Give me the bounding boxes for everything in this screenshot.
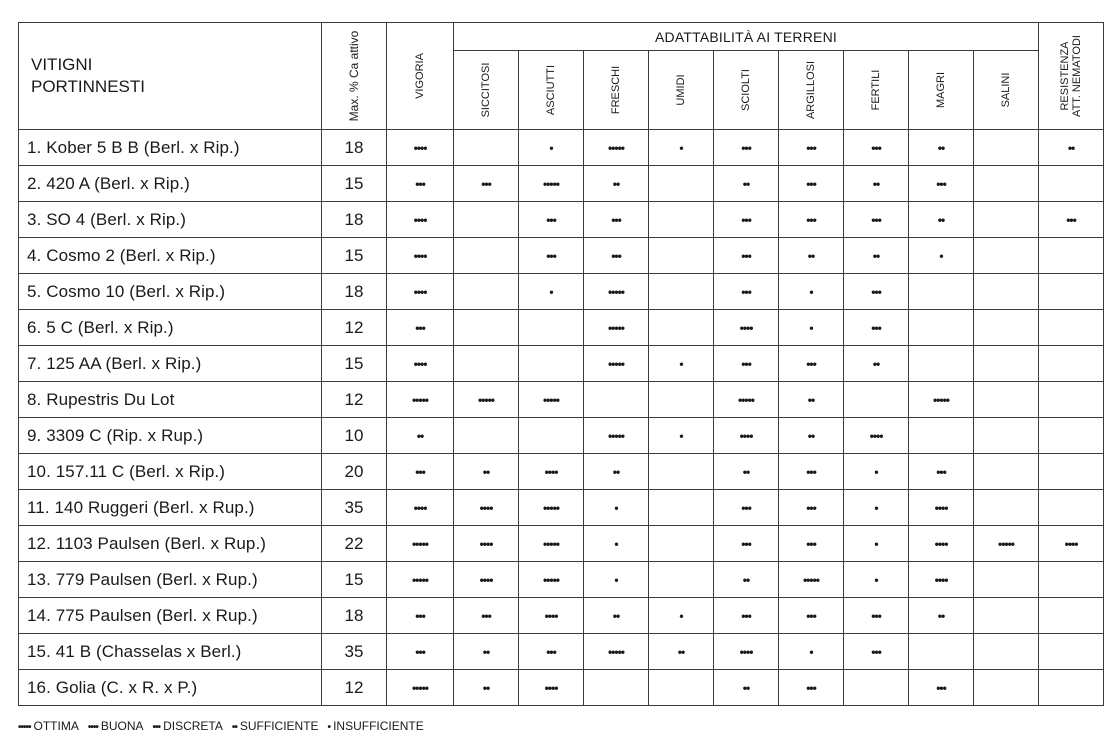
soil-rating-salini: [974, 634, 1039, 670]
max-ca-value: 18: [322, 274, 387, 310]
nematode-resistance-rating: [1039, 418, 1104, 454]
table-row: [19, 634, 1104, 670]
soil-rating-asciutti: ••••: [519, 670, 584, 706]
soil-rating-argillosi: •••: [779, 454, 844, 490]
vigoria-rating: •••: [387, 454, 454, 490]
vigoria-rating: ••••: [387, 202, 454, 238]
soil-rating-fertili: •: [844, 454, 909, 490]
soil-rating-salini: [974, 238, 1039, 274]
rootstock-name: 11. 140 Ruggeri (Berl. x Rup.): [19, 490, 322, 526]
vigoria-rating: •••: [387, 634, 454, 670]
legend-item: [328, 719, 424, 733]
header-soil-magri: MAGRI: [909, 51, 974, 130]
table-row: [19, 382, 1104, 418]
max-ca-value: 15: [322, 562, 387, 598]
legend-dots: •••: [152, 722, 161, 733]
soil-rating-umidi: [649, 166, 714, 202]
soil-rating-fertili: ••: [844, 238, 909, 274]
soil-rating-magri: •: [909, 238, 974, 274]
soil-rating-fertili: •••: [844, 310, 909, 346]
rootstock-name: 3. SO 4 (Berl. x Rip.): [19, 202, 322, 238]
soil-rating-freschi: •••: [584, 202, 649, 238]
soil-rating-argillosi: •••: [779, 670, 844, 706]
table-row: [19, 202, 1104, 238]
table-row: [19, 670, 1104, 706]
soil-rating-umidi: [649, 670, 714, 706]
soil-rating-argillosi: •••: [779, 166, 844, 202]
vigoria-rating: ••••: [387, 238, 454, 274]
soil-rating-fertili: •••: [844, 598, 909, 634]
soil-rating-salini: [974, 490, 1039, 526]
soil-rating-salini: [974, 130, 1039, 166]
soil-rating-magri: •••••: [909, 382, 974, 418]
soil-rating-freschi: •: [584, 562, 649, 598]
soil-rating-magri: •••: [909, 670, 974, 706]
soil-rating-sciolti: ••: [714, 166, 779, 202]
soil-rating-asciutti: [519, 418, 584, 454]
header-resistenza-line1: RESISTENZA: [1059, 41, 1072, 111]
soil-rating-freschi: •••: [584, 238, 649, 274]
soil-rating-umidi: •: [649, 130, 714, 166]
soil-rating-fertili: [844, 670, 909, 706]
rootstock-name: 13. 779 Paulsen (Berl. x Rup.): [19, 562, 322, 598]
soil-rating-freschi: ••: [584, 454, 649, 490]
vigoria-rating: ••••: [387, 346, 454, 382]
soil-rating-freschi: •: [584, 490, 649, 526]
soil-rating-asciutti: •••: [519, 202, 584, 238]
rootstock-name: 7. 125 AA (Berl. x Rip.): [19, 346, 322, 382]
max-ca-value: 15: [322, 238, 387, 274]
soil-rating-argillosi: •••: [779, 490, 844, 526]
max-ca-value: 35: [322, 634, 387, 670]
soil-rating-sciolti: •••••: [714, 382, 779, 418]
soil-rating-asciutti: ••••: [519, 454, 584, 490]
soil-rating-umidi: ••: [649, 634, 714, 670]
header-adattabilita: ADATTABILITÀ AI TERRENI: [454, 23, 1039, 51]
soil-rating-asciutti: •: [519, 274, 584, 310]
soil-rating-salini: [974, 310, 1039, 346]
soil-rating-argillosi: •••: [779, 598, 844, 634]
soil-rating-argillosi: •••••: [779, 562, 844, 598]
soil-rating-freschi: •••••: [584, 310, 649, 346]
header-vitigni: VITIGNI: [31, 55, 93, 74]
nematode-resistance-rating: ••••: [1039, 526, 1104, 562]
legend-dots: •: [327, 722, 331, 733]
soil-rating-asciutti: •••••: [519, 490, 584, 526]
soil-rating-argillosi: •: [779, 274, 844, 310]
soil-rating-asciutti: •: [519, 130, 584, 166]
soil-rating-argillosi: •••: [779, 526, 844, 562]
soil-rating-salini: [974, 598, 1039, 634]
soil-rating-fertili: ••: [844, 346, 909, 382]
soil-rating-asciutti: •••••: [519, 382, 584, 418]
soil-rating-siccitosi: ••: [454, 670, 519, 706]
table-row: [19, 166, 1104, 202]
soil-rating-salini: [974, 346, 1039, 382]
soil-rating-salini: [974, 418, 1039, 454]
soil-rating-salini: •••••: [974, 526, 1039, 562]
soil-rating-fertili: •••: [844, 634, 909, 670]
table-row: [19, 562, 1104, 598]
soil-rating-sciolti: ••••: [714, 634, 779, 670]
soil-rating-magri: ••: [909, 598, 974, 634]
nematode-resistance-rating: [1039, 346, 1104, 382]
vigoria-rating: •••••: [387, 562, 454, 598]
soil-rating-asciutti: [519, 310, 584, 346]
soil-rating-sciolti: •••: [714, 490, 779, 526]
vigoria-rating: •••••: [387, 382, 454, 418]
soil-rating-magri: ••••: [909, 562, 974, 598]
soil-rating-magri: [909, 310, 974, 346]
soil-rating-siccitosi: [454, 310, 519, 346]
nematode-resistance-rating: [1039, 490, 1104, 526]
soil-rating-siccitosi: ••••: [454, 526, 519, 562]
soil-rating-magri: ••••: [909, 490, 974, 526]
soil-rating-freschi: •: [584, 526, 649, 562]
max-ca-value: 18: [322, 202, 387, 238]
vigoria-rating: •••: [387, 310, 454, 346]
soil-rating-sciolti: ••: [714, 670, 779, 706]
soil-rating-argillosi: ••: [779, 238, 844, 274]
soil-rating-fertili: •: [844, 562, 909, 598]
nematode-resistance-rating: [1039, 382, 1104, 418]
soil-rating-freschi: •••••: [584, 130, 649, 166]
soil-rating-sciolti: •••: [714, 526, 779, 562]
vigoria-rating: ••: [387, 418, 454, 454]
soil-rating-umidi: [649, 238, 714, 274]
soil-rating-siccitosi: [454, 202, 519, 238]
soil-rating-magri: ••••: [909, 526, 974, 562]
soil-rating-argillosi: •••: [779, 346, 844, 382]
nematode-resistance-rating: [1039, 634, 1104, 670]
soil-rating-fertili: •••: [844, 202, 909, 238]
header-resistenza: [1039, 23, 1104, 130]
soil-rating-sciolti: ••: [714, 562, 779, 598]
table-row: [19, 346, 1104, 382]
soil-rating-sciolti: ••: [714, 454, 779, 490]
soil-rating-asciutti: [519, 346, 584, 382]
soil-rating-salini: [974, 202, 1039, 238]
soil-rating-siccitosi: ••••: [454, 562, 519, 598]
soil-rating-fertili: ••••: [844, 418, 909, 454]
header-soil-fertili: FERTILI: [844, 51, 909, 130]
legend-label: SUFFICIENTE: [239, 719, 319, 733]
nematode-resistance-rating: [1039, 670, 1104, 706]
soil-rating-fertili: ••: [844, 166, 909, 202]
table-row: [19, 454, 1104, 490]
soil-rating-argillosi: •: [779, 634, 844, 670]
table-row: [19, 490, 1104, 526]
header-portinnesti: PORTINNESTI: [31, 77, 145, 96]
soil-rating-freschi: ••: [584, 598, 649, 634]
legend-dots: ••••: [87, 722, 98, 733]
legend-dots: ••: [231, 722, 237, 733]
soil-rating-siccitosi: •••: [454, 598, 519, 634]
vigoria-rating: •••••: [387, 670, 454, 706]
soil-rating-sciolti: •••: [714, 130, 779, 166]
nematode-resistance-rating: [1039, 562, 1104, 598]
table-header: [19, 23, 1104, 130]
header-vitigni-portinnesti: [19, 23, 322, 130]
soil-rating-umidi: [649, 202, 714, 238]
soil-rating-sciolti: ••••: [714, 310, 779, 346]
nematode-resistance-rating: [1039, 454, 1104, 490]
rootstock-name: 12. 1103 Paulsen (Berl. x Rup.): [19, 526, 322, 562]
table-body: [19, 130, 1104, 706]
soil-rating-siccitosi: ••: [454, 454, 519, 490]
rootstock-table: [18, 22, 1104, 706]
soil-rating-fertili: •••: [844, 130, 909, 166]
rootstock-name: 15. 41 B (Chasselas x Berl.): [19, 634, 322, 670]
soil-rating-umidi: [649, 526, 714, 562]
max-ca-value: 15: [322, 166, 387, 202]
table-row: [19, 130, 1104, 166]
soil-rating-sciolti: •••: [714, 238, 779, 274]
max-ca-value: 12: [322, 670, 387, 706]
header-max-ca: Max. % Ca attivo: [322, 23, 387, 130]
table-row: [19, 598, 1104, 634]
rootstock-name: 6. 5 C (Berl. x Rip.): [19, 310, 322, 346]
table-row: [19, 526, 1104, 562]
vigoria-rating: ••••: [387, 490, 454, 526]
header-soil-siccitosi: SICCITOSI: [454, 51, 519, 130]
soil-rating-asciutti: •••••: [519, 166, 584, 202]
max-ca-value: 12: [322, 310, 387, 346]
legend-item: [232, 719, 319, 733]
soil-rating-umidi: [649, 274, 714, 310]
legend-item: [153, 719, 223, 733]
soil-rating-fertili: [844, 382, 909, 418]
legend-label: DISCRETA: [163, 719, 223, 733]
max-ca-value: 22: [322, 526, 387, 562]
soil-rating-umidi: [649, 310, 714, 346]
soil-rating-magri: •••: [909, 166, 974, 202]
soil-rating-sciolti: •••: [714, 346, 779, 382]
soil-rating-siccitosi: [454, 346, 519, 382]
soil-rating-asciutti: ••••: [519, 598, 584, 634]
legend-dots: •••••: [18, 722, 31, 733]
rootstock-name: 16. Golia (C. x R. x P.): [19, 670, 322, 706]
nematode-resistance-rating: [1039, 274, 1104, 310]
soil-rating-magri: •••: [909, 454, 974, 490]
rootstock-name: 9. 3309 C (Rip. x Rup.): [19, 418, 322, 454]
rootstock-name: 5. Cosmo 10 (Berl. x Rip.): [19, 274, 322, 310]
soil-rating-freschi: [584, 670, 649, 706]
soil-rating-asciutti: •••: [519, 634, 584, 670]
soil-rating-argillosi: •••: [779, 130, 844, 166]
rootstock-name: 4. Cosmo 2 (Berl. x Rip.): [19, 238, 322, 274]
max-ca-value: 20: [322, 454, 387, 490]
soil-rating-argillosi: ••: [779, 382, 844, 418]
nematode-resistance-rating: [1039, 598, 1104, 634]
soil-rating-umidi: [649, 490, 714, 526]
soil-rating-siccitosi: ••: [454, 634, 519, 670]
max-ca-value: 12: [322, 382, 387, 418]
soil-rating-freschi: [584, 382, 649, 418]
soil-rating-umidi: •: [649, 598, 714, 634]
max-ca-value: 18: [322, 598, 387, 634]
legend-label: BUONA: [100, 719, 144, 733]
soil-rating-salini: [974, 382, 1039, 418]
soil-rating-magri: ••: [909, 202, 974, 238]
soil-rating-asciutti: •••••: [519, 526, 584, 562]
soil-rating-freschi: •••••: [584, 634, 649, 670]
soil-rating-magri: [909, 346, 974, 382]
rootstock-name: 1. Kober 5 B B (Berl. x Rip.): [19, 130, 322, 166]
soil-rating-freschi: •••••: [584, 346, 649, 382]
soil-rating-siccitosi: [454, 274, 519, 310]
soil-rating-sciolti: •••: [714, 598, 779, 634]
soil-rating-freschi: •••••: [584, 418, 649, 454]
soil-rating-fertili: •: [844, 490, 909, 526]
soil-rating-siccitosi: •••: [454, 166, 519, 202]
table-row: [19, 418, 1104, 454]
soil-rating-freschi: •••••: [584, 274, 649, 310]
header-soil-argillosi: ARGILLOSI: [779, 51, 844, 130]
soil-rating-argillosi: •••: [779, 202, 844, 238]
soil-rating-siccitosi: [454, 238, 519, 274]
header-soil-umidi: UMIDI: [649, 51, 714, 130]
soil-rating-sciolti: •••: [714, 274, 779, 310]
rootstock-name: 2. 420 A (Berl. x Rip.): [19, 166, 322, 202]
soil-rating-umidi: [649, 454, 714, 490]
header-vigoria: VIGORIA: [387, 23, 454, 130]
legend-label: INSUFFICIENTE: [333, 719, 424, 733]
soil-rating-magri: [909, 418, 974, 454]
legend-item: [18, 719, 79, 733]
vigoria-rating: •••: [387, 166, 454, 202]
soil-rating-fertili: •••: [844, 274, 909, 310]
rating-legend: [18, 719, 433, 733]
nematode-resistance-rating: [1039, 310, 1104, 346]
soil-rating-salini: [974, 454, 1039, 490]
header-soil-freschi: FRESCHI: [584, 51, 649, 130]
soil-rating-salini: [974, 166, 1039, 202]
rootstock-name: 10. 157.11 C (Berl. x Rip.): [19, 454, 322, 490]
soil-rating-salini: [974, 274, 1039, 310]
soil-rating-siccitosi: •••••: [454, 382, 519, 418]
soil-rating-fertili: •: [844, 526, 909, 562]
soil-rating-magri: ••: [909, 130, 974, 166]
max-ca-value: 35: [322, 490, 387, 526]
soil-rating-asciutti: •••: [519, 238, 584, 274]
rootstock-name: 8. Rupestris Du Lot: [19, 382, 322, 418]
header-soil-asciutti: ASCIUTTI: [519, 51, 584, 130]
header-resistenza-line2: ATT. NEMATODI: [1071, 35, 1084, 117]
vigoria-rating: ••••: [387, 130, 454, 166]
soil-rating-umidi: [649, 562, 714, 598]
max-ca-value: 18: [322, 130, 387, 166]
soil-rating-umidi: •: [649, 346, 714, 382]
legend-label: OTTIMA: [33, 719, 79, 733]
nematode-resistance-rating: [1039, 238, 1104, 274]
legend-item: [88, 719, 144, 733]
soil-rating-siccitosi: [454, 130, 519, 166]
nematode-resistance-rating: ••: [1039, 130, 1104, 166]
soil-rating-magri: [909, 634, 974, 670]
vigoria-rating: ••••: [387, 274, 454, 310]
max-ca-value: 10: [322, 418, 387, 454]
soil-rating-salini: [974, 562, 1039, 598]
soil-rating-siccitosi: ••••: [454, 490, 519, 526]
table-row: [19, 238, 1104, 274]
vigoria-rating: •••••: [387, 526, 454, 562]
nematode-resistance-rating: •••: [1039, 202, 1104, 238]
nematode-resistance-rating: [1039, 166, 1104, 202]
soil-rating-siccitosi: [454, 418, 519, 454]
header-soil-salini: SALINI: [974, 51, 1039, 130]
soil-rating-asciutti: •••••: [519, 562, 584, 598]
max-ca-value: 15: [322, 346, 387, 382]
soil-rating-argillosi: ••: [779, 418, 844, 454]
soil-rating-umidi: •: [649, 418, 714, 454]
soil-rating-sciolti: ••••: [714, 418, 779, 454]
soil-rating-freschi: ••: [584, 166, 649, 202]
soil-rating-umidi: [649, 382, 714, 418]
table-row: [19, 274, 1104, 310]
header-soil-sciolti: SCIOLTI: [714, 51, 779, 130]
soil-rating-magri: [909, 274, 974, 310]
rootstock-name: 14. 775 Paulsen (Berl. x Rup.): [19, 598, 322, 634]
table-row: [19, 310, 1104, 346]
soil-rating-salini: [974, 670, 1039, 706]
soil-rating-sciolti: •••: [714, 202, 779, 238]
soil-rating-argillosi: •: [779, 310, 844, 346]
vigoria-rating: •••: [387, 598, 454, 634]
